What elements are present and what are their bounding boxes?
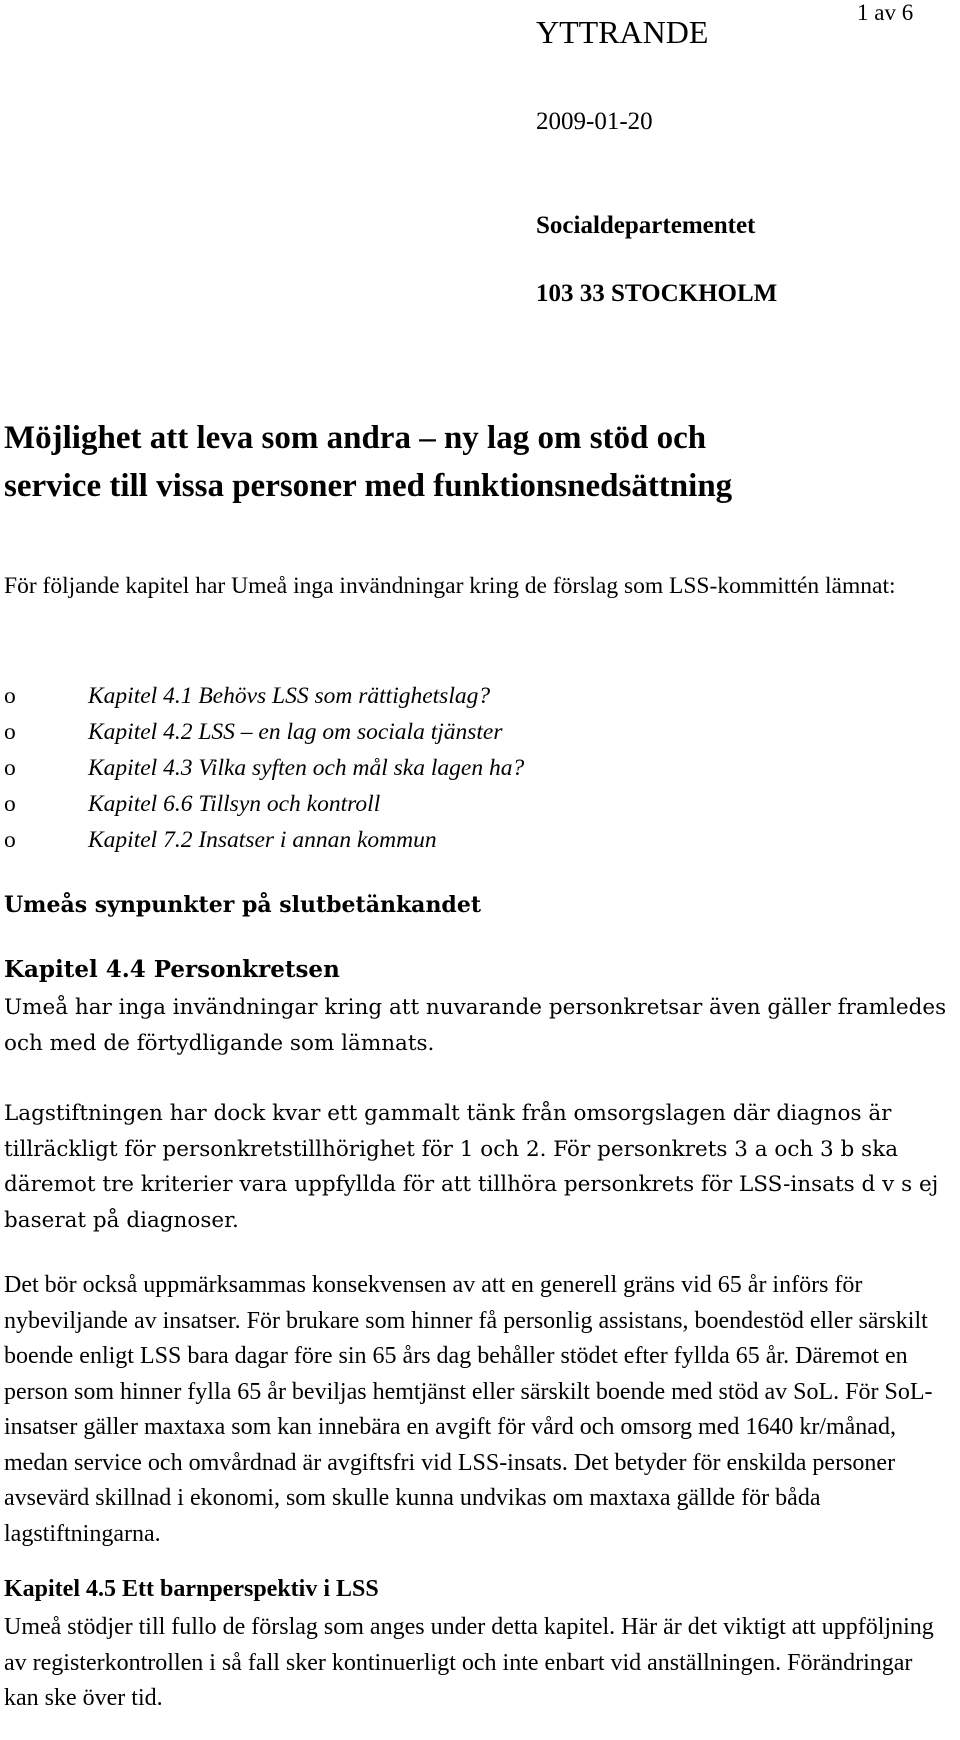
chapter-heading-4-4: Kapitel 4.4 Personkretsen — [4, 956, 340, 983]
paragraph: Umeå stödjer till fullo de förslag som anges under detta kapitel. Här är det viktigt att uppföljning av registerkontrollen i så fall sker kontinuerligt och inte enbart vid anställningen. Förändringar kan ske över tid. — [4, 1614, 934, 1711]
list-bullet: o — [4, 755, 16, 781]
recipient: Socialdepartementet — [536, 212, 756, 239]
chapter-list — [4, 678, 524, 858]
paragraph: Umeå har inga invändningar kring att nuvarande personkretsar även gäller framledes och med de förtydligande som lämnats. — [4, 995, 947, 1056]
list-item — [4, 786, 524, 822]
list-bullet: o — [4, 683, 16, 709]
list-bullet: o — [4, 719, 16, 745]
list-item — [4, 714, 524, 750]
paragraph: Det bör också uppmärksammas konsekvensen av att en generell gräns vid 65 år införs för nybeviljande av insatser. För brukare som hinner få personlig assistans, boendestöd eller särskilt boende enligt LSS bara dagar före sin 65 års dag behåller stödet efter fyllda 65 år. Däremot en person som hinner fylla 65 år beviljas hemtjänst eller särskilt boende med stöd av SoL. För SoL-insatser gäller maxtaxa som kan innebära en avgift för vård och omsorg med 1640 kr/månad, medan service och omvårdnad är avgiftsfri vid LSS-insats. Det betyder för enskilda personer avsevärd skillnad i ekonomi, som skulle kunna undvikas om maxtaxa gällde för båda lagstiftningarna. — [4, 1272, 933, 1547]
list-item-text: Kapitel 4.3 Vilka syften och mål ska lagen ha? — [88, 755, 525, 781]
paragraph: Lagstiftningen har dock kvar ett gammalt tänk från omsorgslagen där diagnos är tillräckligt för personkretstillhörighet för 1 och 2. För personkrets 3 a och 3 b ska däremot tre kriterier vara uppfyllda för att tillhöra personkrets för LSS-insats d v s ej baserat på diagnoser. — [4, 1101, 939, 1233]
title-line-1: Möjlighet att leva som andra – ny lag om stöd och — [4, 420, 707, 456]
list-bullet: o — [4, 827, 16, 853]
list-item — [4, 750, 524, 786]
list-item — [4, 678, 524, 714]
section-heading: Umeås synpunkter på slutbetänkandet — [4, 892, 481, 918]
list-item-text: Kapitel 4.2 LSS – en lag om sociala tjänster — [88, 719, 503, 745]
document-date: 2009-01-20 — [536, 108, 653, 135]
list-bullet: o — [4, 791, 16, 817]
document-type: YTTRANDE — [536, 14, 709, 50]
page-number: 1 av 6 — [857, 0, 914, 25]
recipient-address: 103 33 STOCKHOLM — [536, 280, 778, 307]
chapter-heading-4-5: Kapitel 4.5 Ett barnperspektiv i LSS — [4, 1576, 379, 1602]
title-line-2: service till vissa personer med funktionsnedsättning — [4, 468, 733, 504]
list-item-text: Kapitel 6.6 Tillsyn och kontroll — [88, 791, 381, 817]
list-item-text: Kapitel 7.2 Insatser i annan kommun — [88, 827, 437, 853]
list-item — [4, 822, 524, 858]
intro-paragraph: För följande kapitel har Umeå inga invändningar kring de förslag som LSS-kommittén lämnat: — [4, 573, 896, 599]
list-item-text: Kapitel 4.1 Behövs LSS som rättighetslag? — [88, 683, 491, 709]
document-title — [4, 414, 732, 510]
